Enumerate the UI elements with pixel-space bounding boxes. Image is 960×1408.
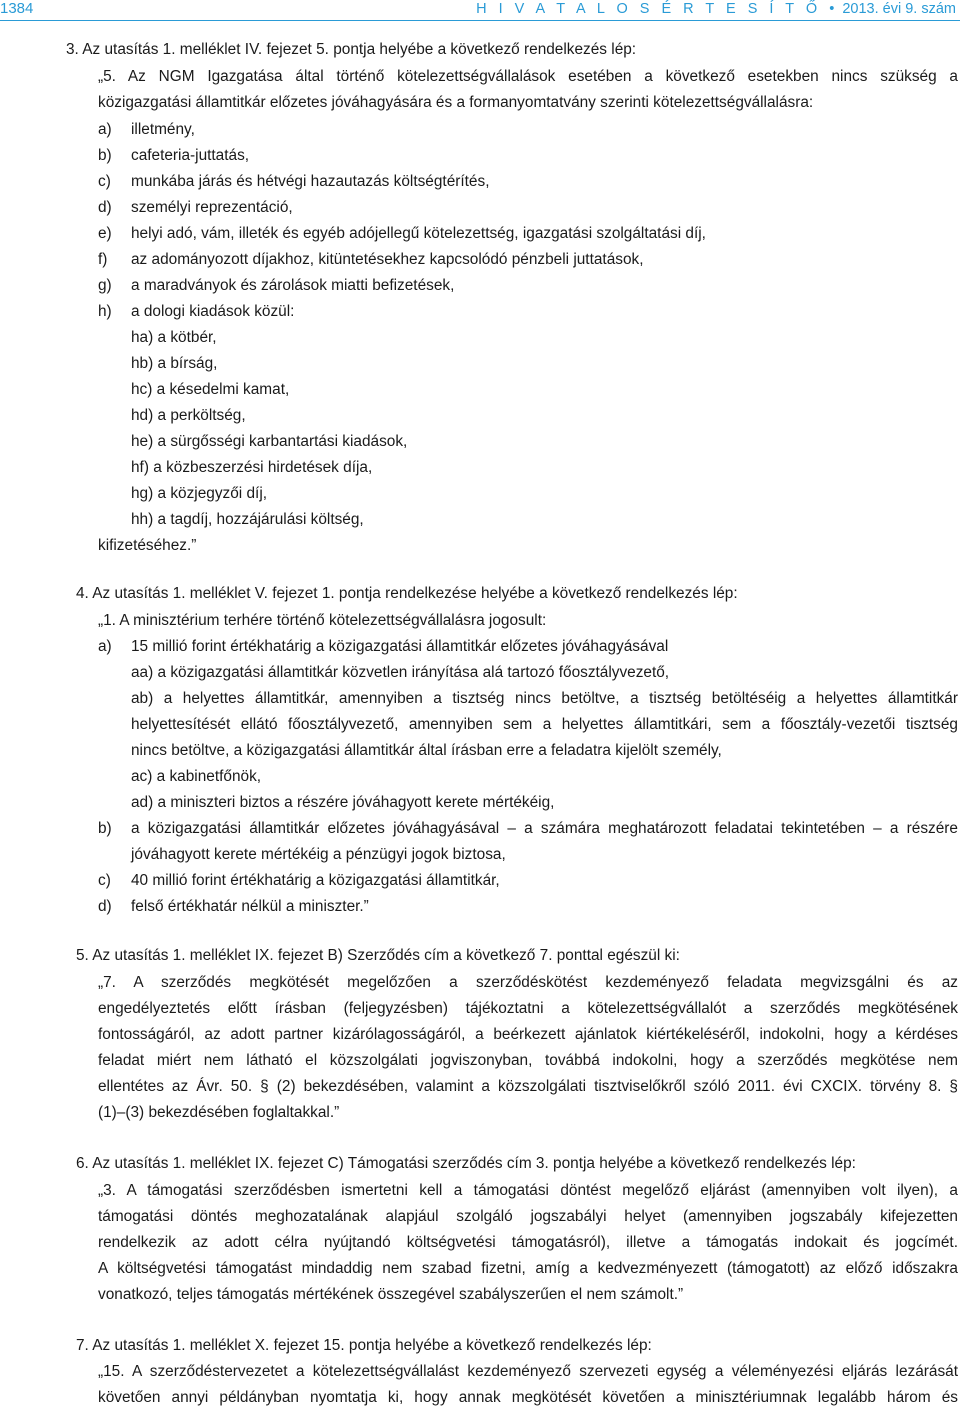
sub-list-item-continuation: helyettesítését ellátó főosztályvezető, amennyiben sem a helyettes államtitkári, sem a főosztály-vezetői tisztség xyxy=(131,716,958,733)
section-7-line: követően annyi példányban nyomtatja ki, hogy annak megkötését követően a minisztériumnak legalább három és xyxy=(98,1389,958,1406)
section-3-heading: 3. Az utasítás 1. melléklet IV. fejezet 5. pontja helyébe a következő rendelkezés lép: xyxy=(66,41,637,58)
section-7-heading: 7. Az utasítás 1. melléklet X. fejezet 15. pontja helyébe a következő rendelkezés lép: xyxy=(76,1337,652,1354)
section-4-intro: „1. A minisztérium terhére történő kötelezettségvállalásra jogosult: xyxy=(98,612,547,629)
sub-list-item: ac) a kabinetfőnök, xyxy=(131,768,262,785)
list-item-text: munkába járás és hétvégi hazautazás költségtérítés, xyxy=(131,173,490,190)
list-item-label: d) xyxy=(98,199,112,216)
section-5-heading: 5. Az utasítás 1. melléklet IX. fejezet B) Szerződés cím a következő 7. ponttal egészül ki: xyxy=(76,947,680,964)
section-6-line: vonatkozó, teljes támogatás mértékének összegével szabályszerűen el nem számolt.” xyxy=(98,1286,684,1303)
sub-list-item: hg) a közjegyzői díj, xyxy=(131,485,268,502)
list-item-text: cafeteria-juttatás, xyxy=(131,147,250,164)
sub-list-item: hh) a tagdíj, hozzájárulási költség, xyxy=(131,511,364,528)
list-item-label: f) xyxy=(98,251,108,268)
sub-list-item: ad) a miniszteri biztos a részére jóváhagyott kerete mértékéig, xyxy=(131,794,555,811)
list-item-text: 40 millió forint értékhatárig a közigazgatási államtitkár, xyxy=(131,872,500,889)
list-item-label: d) xyxy=(98,898,112,915)
list-item-label: a) xyxy=(98,121,112,138)
list-item-label: b) xyxy=(98,820,112,837)
bullet-icon: • xyxy=(825,1,839,17)
list-item-label: b) xyxy=(98,147,112,164)
section-5-line: fontosságáról, az adott partner kizárólagosságáról, a beérkezett ajánlatok kiértékeléséről, indokolni, hogy a kérdéses xyxy=(98,1026,958,1043)
list-item-continuation: jóváhagyott kerete mértékéig a pénzügyi jogok biztosa, xyxy=(131,846,506,863)
section-6-line: A költségvetési támogatást mindaddig nem szabad fizetni, amíg a kedvezményezett (támogatott) az előző időszakra xyxy=(98,1260,958,1277)
list-item-text: a közigazgatási államtitkár előzetes jóváhagyásával – a számára meghatározott feladatai tekintetében – a részére xyxy=(131,820,958,837)
list-item-label: a) xyxy=(98,638,112,655)
list-item-text: illetmény, xyxy=(131,121,195,138)
journal-title xyxy=(476,0,956,18)
section-7-line: „15. A szerződéstervezetet a kötelezettségvállalást kezdeményező szervezeti egység a véleményezési eljárás lezárását xyxy=(98,1363,958,1380)
sub-list-item-continuation: nincs betöltve, a közigazgatási államtitkár által írásban erre a feladatra kijelölt személy, xyxy=(131,742,722,759)
sub-list-item: hc) a késedelmi kamat, xyxy=(131,381,290,398)
sub-list-item: ab) a helyettes államtitkár, amennyiben a tisztség nincs betöltve, a tisztség betöltéséig a helyettes államtitkár xyxy=(131,690,958,707)
list-item-label: g) xyxy=(98,277,112,294)
section-5-line: „7. A szerződés megkötését megelőzően a szerződéskötést kezdeményező feladata megvizsgálni és az xyxy=(98,974,958,991)
list-item-label: c) xyxy=(98,173,111,190)
section-6-line: támogatási döntés meghozatalának alapjául szolgáló jogszabályi helyet (amennyiben jogszabály kifejezetten xyxy=(98,1208,958,1225)
journal-name: H I V A T A L O S É R T E S Í T Ő xyxy=(476,1,822,17)
section-5-line: (1)–(3) bekezdésében foglaltakkal.” xyxy=(98,1104,340,1121)
page-number: 1384 xyxy=(0,0,34,17)
section-6-line: „3. A támogatási szerződésben ismertetni kell a támogatási döntést megelőző eljárást (amennyiben volt ilyen), a xyxy=(98,1182,958,1199)
list-item-text: helyi adó, vám, illeték és egyéb adójellegű kötelezettség, igazgatási szolgáltatási díj, xyxy=(131,225,706,242)
sub-list-item: hf) a közbeszerzési hirdetések díja, xyxy=(131,459,373,476)
sub-list-item: ha) a kötbér, xyxy=(131,329,217,346)
section-3-para-line-1: „5. Az NGM Igazgatása által történő kötelezettségvállalások esetében a következő esetekben nincs szükség a xyxy=(98,68,958,85)
sub-list-item: hb) a bírság, xyxy=(131,355,218,372)
section-4-heading: 4. Az utasítás 1. melléklet V. fejezet 1. pontja rendelkezése helyébe a következő rendelkezés lép: xyxy=(76,585,738,602)
header-rule xyxy=(0,20,960,21)
list-item-label: c) xyxy=(98,872,111,889)
sub-list-item: he) a sürgősségi karbantartási kiadások, xyxy=(131,433,408,450)
journal-issue: 2013. évi 9. szám xyxy=(842,1,956,17)
page-header xyxy=(0,0,960,22)
section-5-line: engedélyeztetés előtt írásban (feljegyzésben) tájékoztatni a kötelezettségvállalót a szerződés megkötésének xyxy=(98,1000,958,1017)
list-item-text: felső értékhatár nélkül a miniszter.” xyxy=(131,898,369,915)
section-5-line: ellentétes az Ávr. 50. § (2) bekezdésében, valamint a közszolgálati tisztviselőkről szóló 2011. évi CXCIX. törvény 8. § xyxy=(98,1078,958,1095)
section-6-heading: 6. Az utasítás 1. melléklet IX. fejezet C) Támogatási szerződés cím 3. pontja helyébe a következő rendelkezés lép: xyxy=(76,1155,856,1172)
list-item-text: személyi reprezentáció, xyxy=(131,199,293,216)
sub-list-item: hd) a perköltség, xyxy=(131,407,246,424)
list-item-text: a maradványok és zárolások miatti befizetések, xyxy=(131,277,455,294)
section-3-para-line-2: közigazgatási államtitkár előzetes jóváhagyására és a formanyomtatvány szerinti kötelezettségvállalásra: xyxy=(98,94,814,111)
list-item-text: az adományozott díjakhoz, kitüntetésekhez kapcsolódó pénzbeli juttatások, xyxy=(131,251,644,268)
list-item-text: 15 millió forint értékhatárig a közigazgatási államtitkár előzetes jóváhagyásával xyxy=(131,638,669,655)
list-item-label: h) xyxy=(98,303,112,320)
section-6-line: rendelkezik az adott célra nyújtandó költségvetési támogatásról), illetve a támogatás indokait és jogcímét. xyxy=(98,1234,958,1251)
list-item-label: e) xyxy=(98,225,112,242)
section-3-closing: kifizetéséhez.” xyxy=(98,537,197,554)
section-5-line: feladat miért nem látható el közszolgálati jogviszonyban, továbbá indokolni, hogy a szerződés megkötése nem xyxy=(98,1052,958,1069)
sub-list-item: aa) a közigazgatási államtitkár közvetlen irányítása alá tartozó főosztályvezető, xyxy=(131,664,670,681)
list-item-text: a dologi kiadások közül: xyxy=(131,303,295,320)
